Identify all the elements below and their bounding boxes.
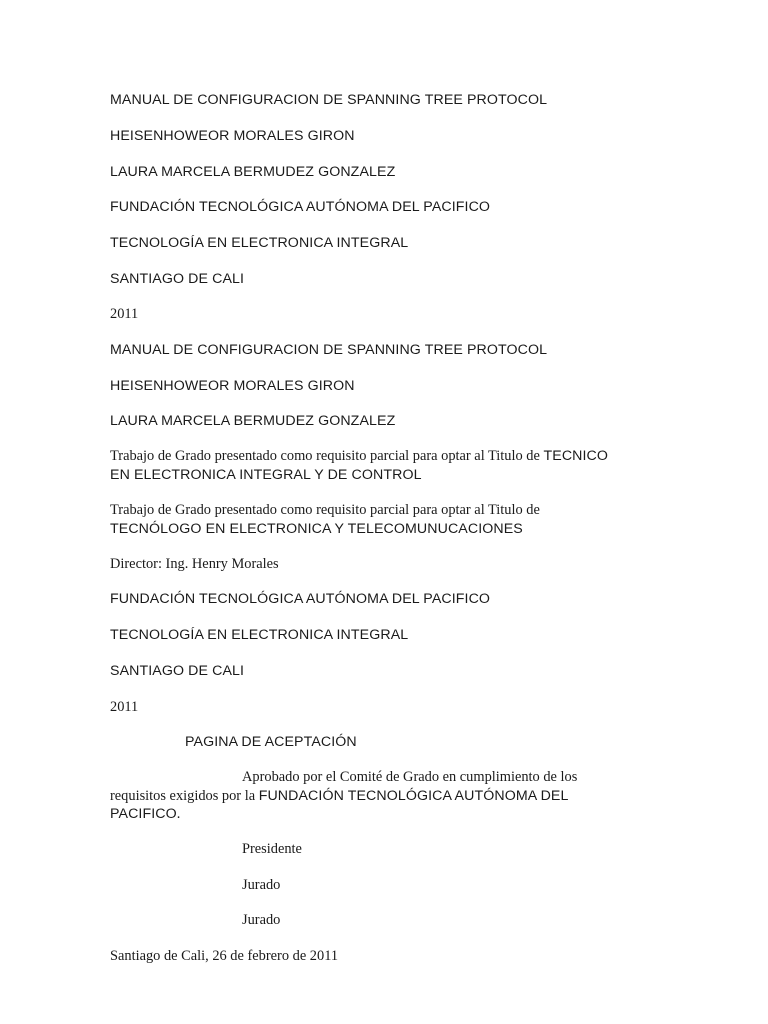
author-1: HEISENHOWEOR MORALES GIRON: [110, 128, 355, 144]
author-1-repeat: HEISENHOWEOR MORALES GIRON: [110, 378, 355, 394]
jurado-label-1: Jurado: [242, 877, 281, 893]
author-2-repeat: LAURA MARCELA BERMUDEZ GONZALEZ: [110, 413, 396, 429]
trabajo-1-text: Trabajo de Grado presentado como requisito parcial para optar al Titulo de: [110, 448, 544, 464]
program: TECNOLOGÍA EN ELECTRONICA INTEGRAL: [110, 235, 409, 251]
author-2: LAURA MARCELA BERMUDEZ GONZALEZ: [110, 164, 396, 180]
aprobado-line-3-text: PACIFICO: [110, 806, 177, 822]
title-line: MANUAL DE CONFIGURACION DE SPANNING TREE PROTOCOL: [110, 92, 548, 108]
program-repeat: TECNOLOGÍA EN ELECTRONICA INTEGRAL: [110, 627, 409, 643]
city: SANTIAGO DE CALI: [110, 271, 245, 287]
director: Director: Ing. Henry Morales: [110, 556, 279, 572]
year-repeat: 2011: [110, 699, 139, 715]
trabajo-1-line-1: [110, 447, 608, 465]
trabajo-2-line-2: TECNÓLOGO EN ELECTRONICA Y TELECOMUNUCACIONES: [110, 521, 523, 537]
institution: FUNDACIÓN TECNOLÓGICA AUTÓNOMA DEL PACIFICO: [110, 199, 491, 215]
city-repeat: SANTIAGO DE CALI: [110, 663, 245, 679]
trabajo-1-degree: TECNICO: [543, 448, 609, 464]
acceptance-heading: PAGINA DE ACEPTACIÓN: [185, 734, 357, 750]
jurado-label-2: Jurado: [242, 912, 281, 928]
aprobado-line-3: [110, 805, 180, 823]
aprobado-line-1: Aprobado por el Comité de Grado en cumplimiento de los: [242, 769, 578, 785]
aprobado-line-2: [110, 787, 568, 805]
aprobado-line-2-text: requisitos exigidos por la: [110, 788, 259, 804]
presidente-label: Presidente: [242, 841, 302, 857]
trabajo-2-line-1: Trabajo de Grado presentado como requisito parcial para optar al Titulo de: [110, 502, 540, 518]
year: 2011: [110, 306, 139, 322]
aprobado-line-2-institution: FUNDACIÓN TECNOLÓGICA AUTÓNOMA DEL: [258, 788, 569, 804]
trabajo-1-line-2: EN ELECTRONICA INTEGRAL Y DE CONTROL: [110, 467, 422, 483]
institution-repeat: FUNDACIÓN TECNOLÓGICA AUTÓNOMA DEL PACIFICO: [110, 591, 491, 607]
title-line-2: MANUAL DE CONFIGURACION DE SPANNING TREE PROTOCOL: [110, 342, 548, 358]
aprobado-line-3-period: .: [176, 806, 181, 822]
date-line: Santiago de Cali, 26 de febrero de 2011: [110, 948, 339, 964]
